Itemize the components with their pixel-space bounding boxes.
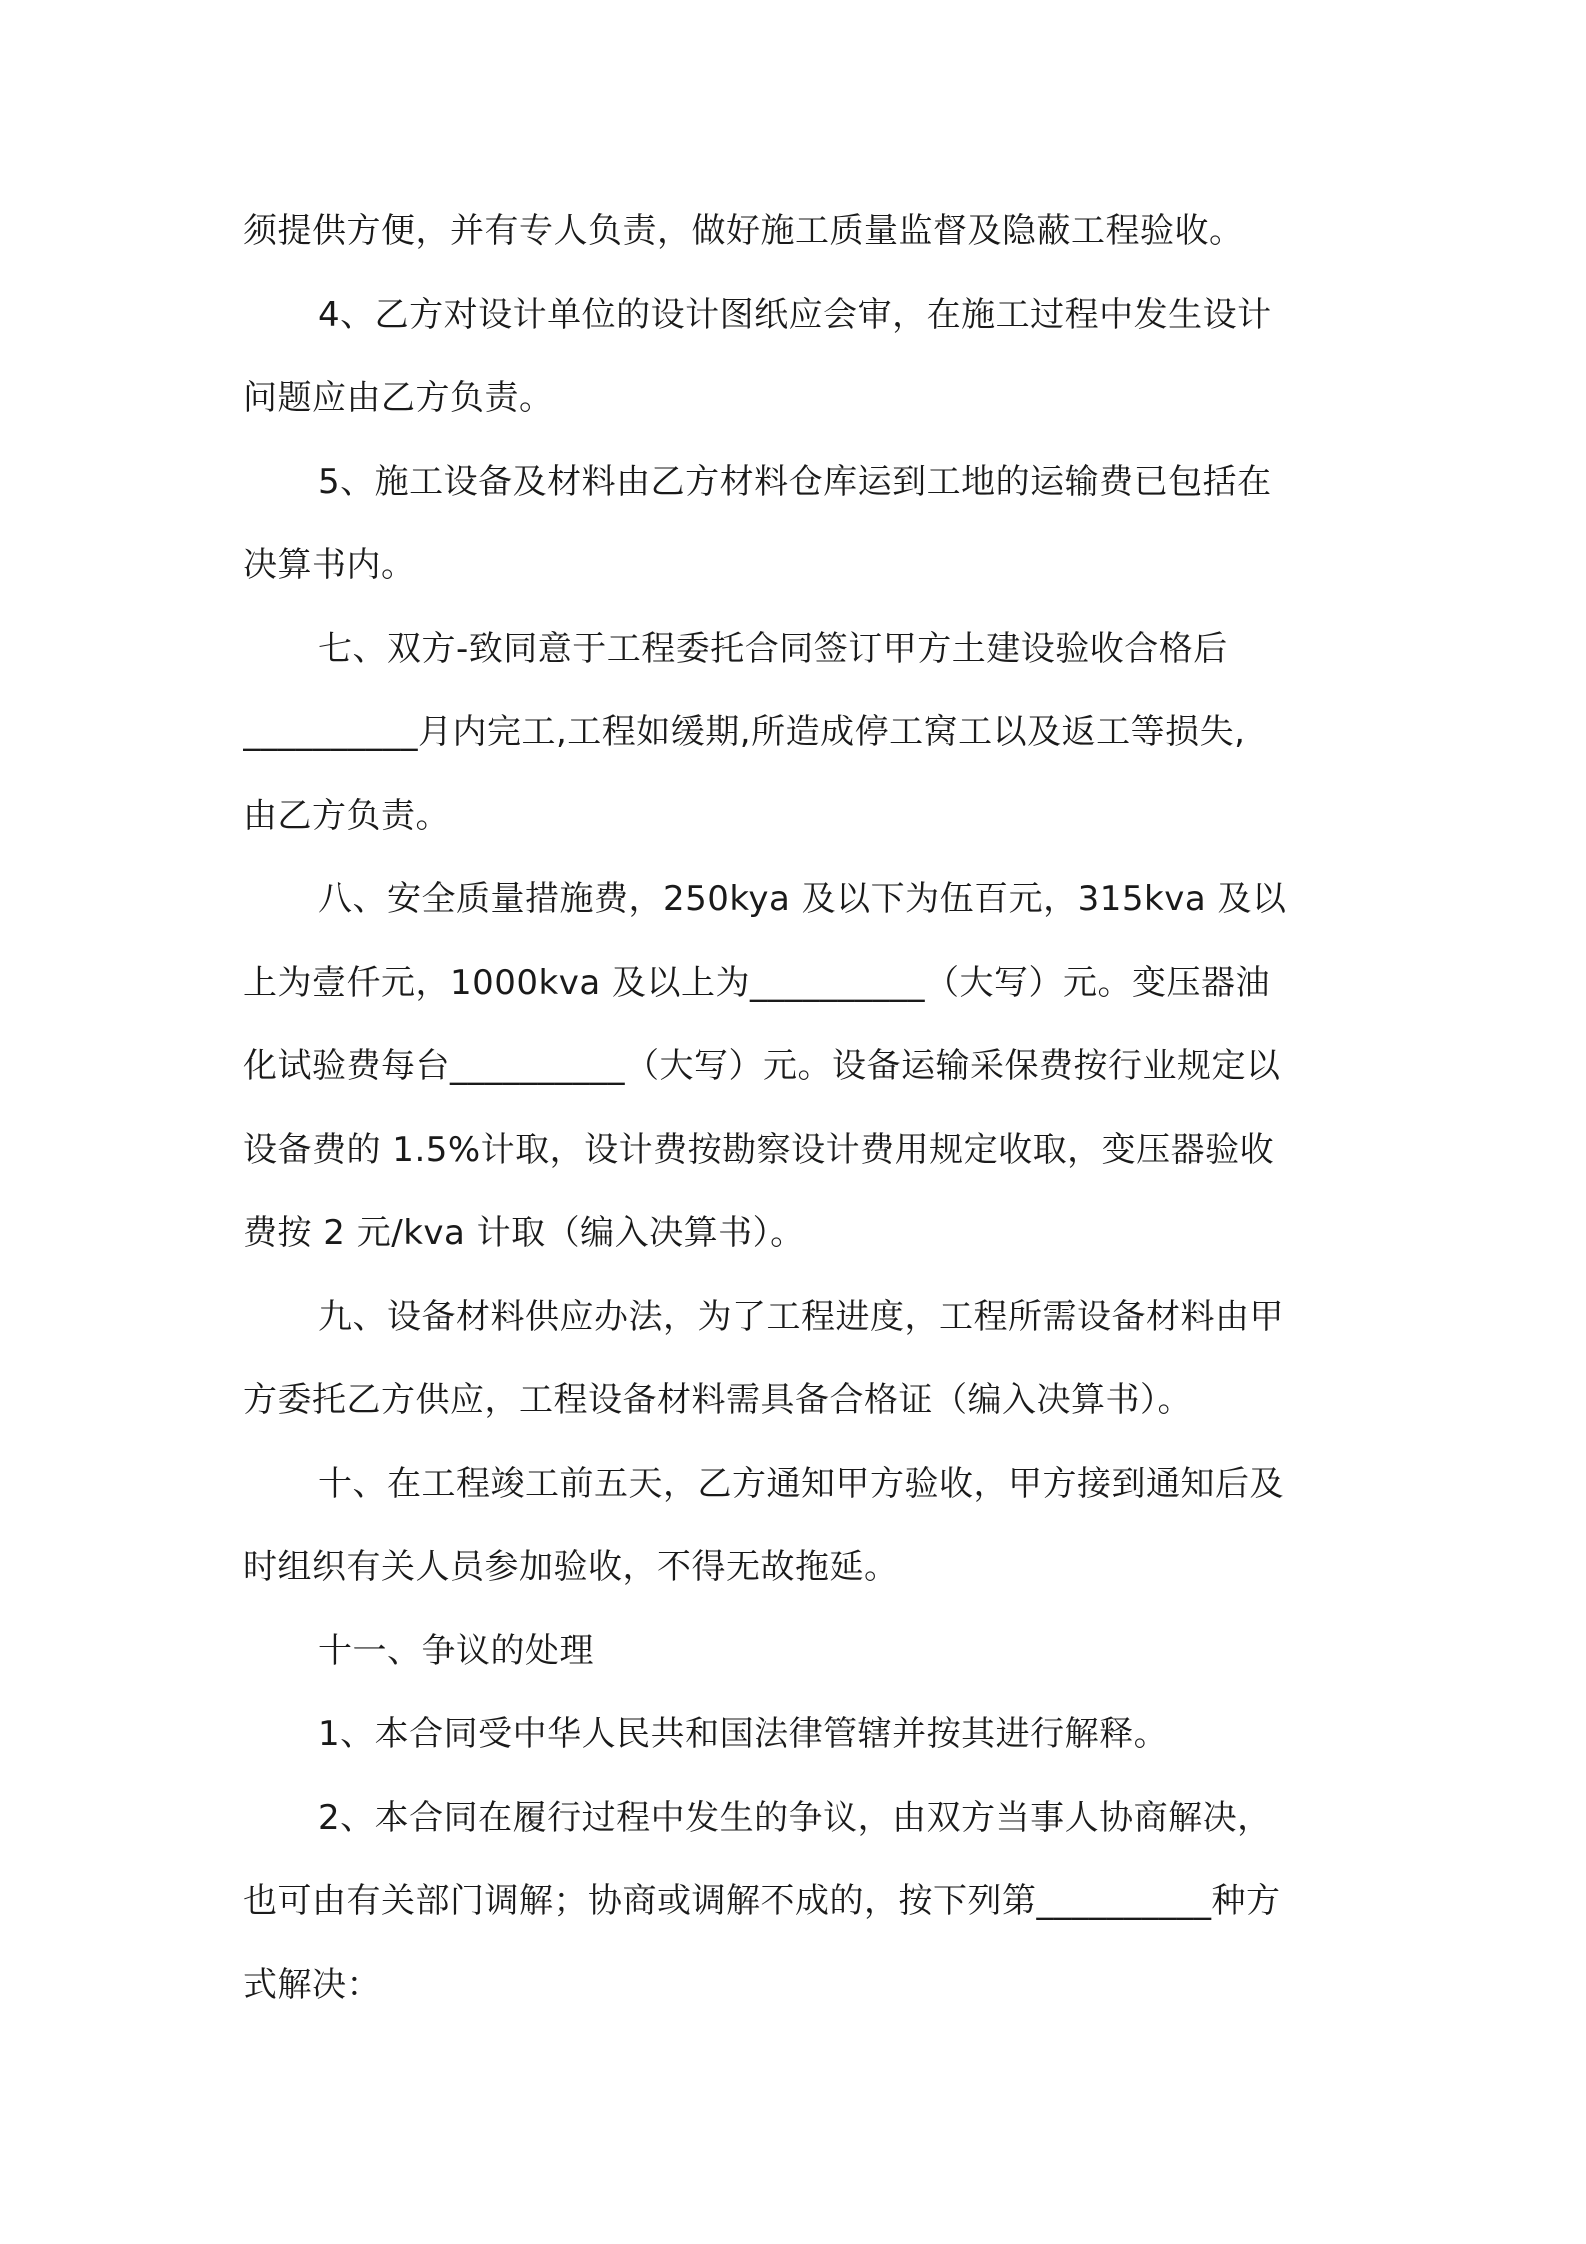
text-line: __________月内完工,工程如缓期,所造成停工窝工以及返工等损失, [243,712,1246,752]
document-page [243,190,1358,2027]
text-line: 2、本合同在履行过程中发生的争议，由双方当事人协商解决， [318,1797,1272,1838]
text-line: 费按 2 元/kva 计取（编入决算书）。 [243,1213,805,1253]
text-line: 也可由有关部门调解；协商或调解不成的，按下列第__________种方 [243,1881,1281,1921]
section-heading: 十一、争议的处理 [318,1630,594,1671]
text-line: 由乙方负责。 [243,795,450,836]
text-line: 化试验费每台__________（大写）元。设备运输采保费按行业规定以 [243,1046,1281,1086]
text-line: 上为壹仟元，1000kva 及以上为__________（大写）元。变压器油 [243,962,1270,1003]
text-line: 须提供方便，并有专人负责，做好施工质量监督及隐蔽工程验收。 [243,211,1244,251]
text-line: 时组织有关人员参加验收，不得无故拖延。 [243,1547,899,1587]
text-line: 八、安全质量措施费，250kya 及以下为伍百元，315kva 及以 [318,879,1287,919]
text-line: 4、乙方对设计单位的设计图纸应会审，在施工过程中发生设计 [318,294,1272,335]
text-line: 决算书内。 [243,545,416,585]
text-line: 十、在工程竣工前五天，乙方通知甲方验收，甲方接到通知后及 [318,1463,1284,1504]
text-line: 式解决： [243,1964,381,2005]
text-line: 七、双方-致同意于工程委托合同签订甲方土建设验收合格后 [318,628,1228,669]
text-line: 九、设备材料供应办法，为了工程进度，工程所需设备材料由甲 [318,1296,1284,1337]
text-line: 方委托乙方供应，工程设备材料需具备合格证（编入决算书）。 [243,1380,1192,1420]
text-line: 5、施工设备及材料由乙方材料仓库运到工地的运输费已包括在 [318,461,1272,502]
text-line: 问题应由乙方负责。 [243,378,554,418]
text-line: 1、本合同受中华人民共和国法律管辖并按其进行解释。 [318,1714,1169,1754]
text-line: 设备费的 1.5%计取，设计费按勘察设计费用规定收取，变压器验收 [243,1129,1275,1170]
